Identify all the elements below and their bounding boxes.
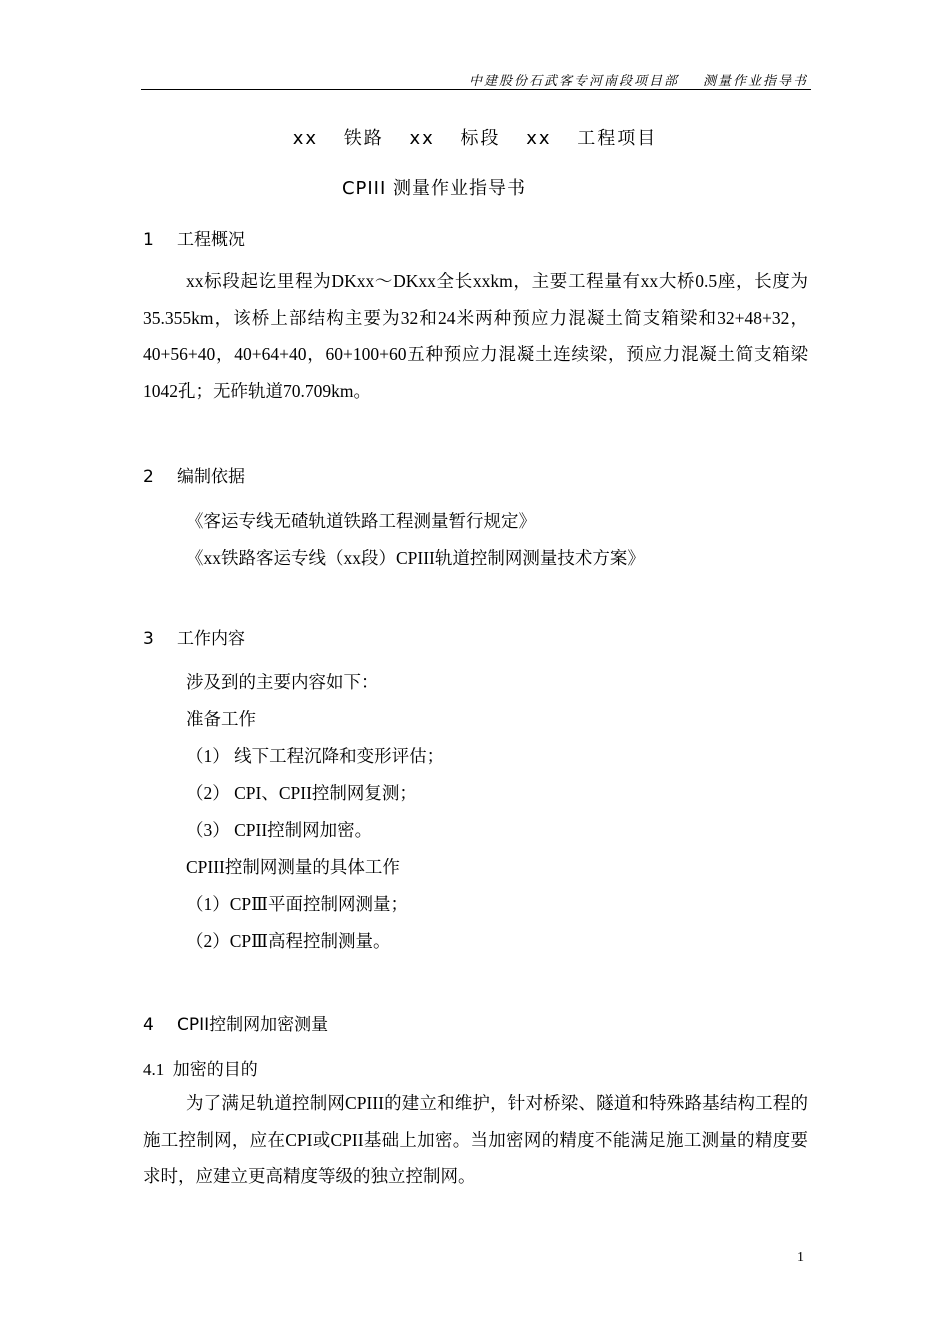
content-line: （3） CPII控制网加密。 — [186, 820, 373, 840]
running-header — [469, 70, 808, 89]
header-divider — [141, 89, 811, 90]
document-title-line1: xx 铁路 xx 标段 xx 工程项目 — [292, 128, 658, 149]
section-title: 编制依据 — [177, 467, 245, 487]
subsection-4-1-paragraph: 为了满足轨道控制网CPIII的建立和维护，针对桥梁、隧道和特殊路基结构工程的施工控制网，应在CPI或CPII基础上加密。当加密网的精度不能满足施工测量的精度要求时，应建立更高精度等级的独立控制网。 — [143, 1093, 808, 1186]
page-number: 1 — [797, 1250, 804, 1265]
section-1-paragraph: xx标段起讫里程为DKxx～DKxx全长xxkm，主要工程量有xx大桥0.5座，长度为35.355km，该桥上部结构主要为32和24米两种预应力混凝土简支箱梁和32+48+32，40+56+40，40+64+40，60+100+60五种预应力混凝土连续梁，预应力混凝土简支箱梁1042孔；无砟轨道70.709km。 — [143, 271, 808, 401]
section-number: 2 — [143, 467, 154, 487]
section-heading-4 — [143, 1010, 328, 1035]
section-number: 3 — [143, 629, 154, 649]
header-document-name: 测量作业指导书 — [702, 73, 808, 88]
section-title: 工程概况 — [177, 230, 245, 250]
reference-item: 《客运专线无碴轨道铁路工程测量暂行规定》 — [186, 511, 536, 531]
section-title: CPII控制网加密测量 — [177, 1015, 329, 1035]
subsection-number: 4.1 — [143, 1060, 165, 1079]
content-line: （2） CPI、CPII控制网复测； — [186, 783, 417, 803]
section-number: 1 — [143, 230, 154, 250]
section-title: 工作内容 — [177, 629, 245, 649]
section-heading-2 — [143, 462, 245, 487]
reference-item: 《xx铁路客运专线（xx段）CPIII轨道控制网测量技术方案》 — [186, 548, 645, 568]
content-line: 涉及到的主要内容如下： — [186, 672, 379, 692]
subsection-heading-4-1 — [143, 1055, 258, 1080]
section-number: 4 — [143, 1015, 154, 1035]
content-line: CPIII控制网测量的具体工作 — [186, 857, 400, 877]
content-line: （1）CPⅢ平面控制网测量； — [186, 894, 409, 914]
section-heading-3 — [143, 624, 245, 649]
content-line: （2）CPⅢ高程控制测量。 — [186, 931, 391, 951]
section-heading-1 — [143, 225, 245, 250]
subsection-title: 加密的目的 — [172, 1060, 258, 1079]
content-line: 准备工作 — [186, 709, 256, 729]
document-title-line2: CPIII 测量作业指导书 — [341, 178, 527, 199]
header-project-name: 中建股份石武客专河南段项目部 — [468, 73, 679, 88]
content-line: （1） 线下工程沉降和变形评估； — [186, 746, 445, 766]
